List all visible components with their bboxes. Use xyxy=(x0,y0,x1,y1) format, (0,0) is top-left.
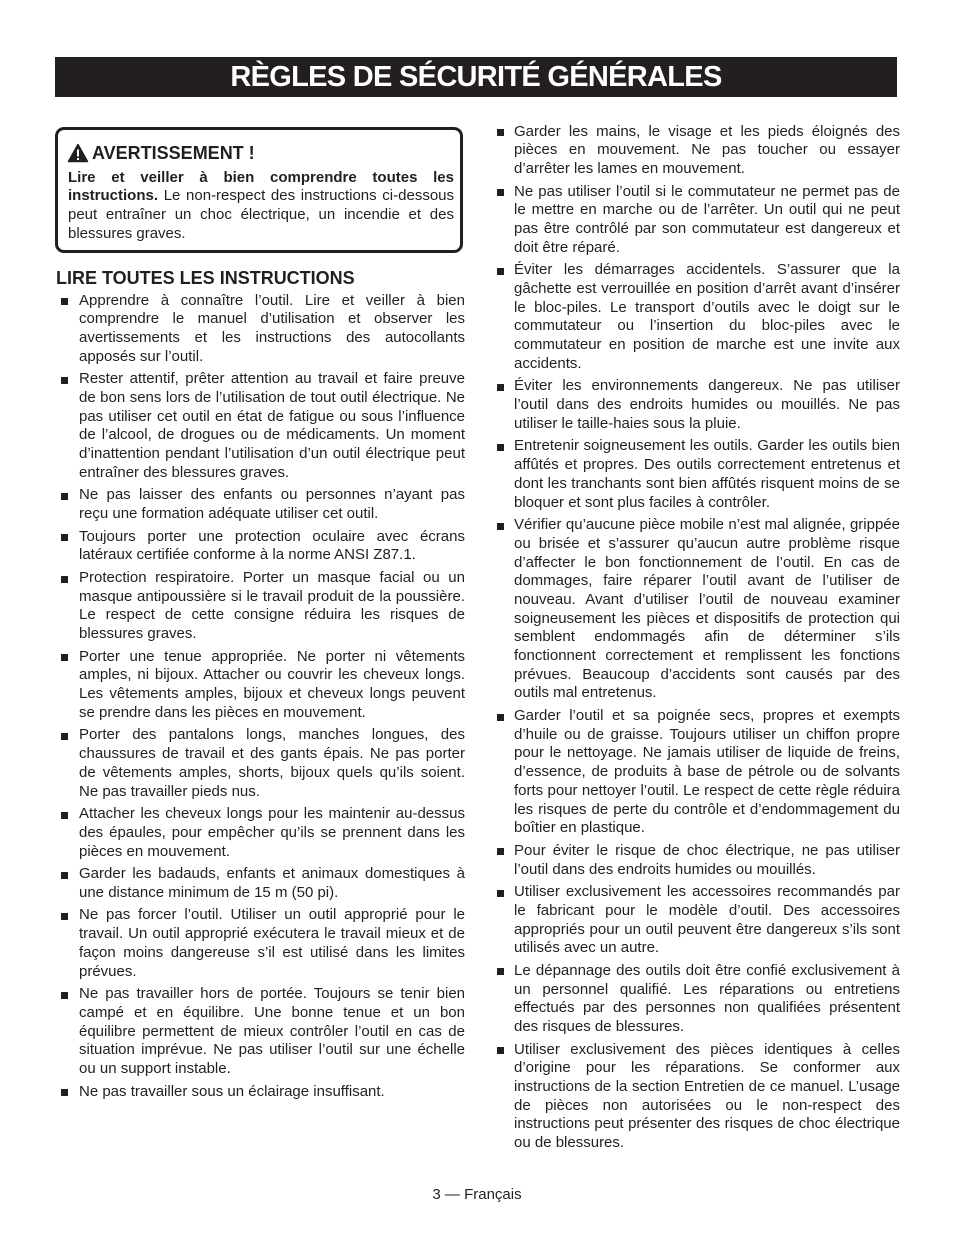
square-bullet-icon xyxy=(61,654,68,661)
warning-text xyxy=(68,169,454,244)
list-item-text: Entretenir soigneusement les outils. Garder les outils bien affûtés et propres. Des outils correctement entretenus et dont les tranchants sont bien affûtés risquent moins de se bloquer et sont plus faciles à contrôler. xyxy=(514,437,900,511)
list-item-text: Rester attentif, prêter attention au travail et faire preuve de bon sens lors de l’utilisation de tout outil électrique. Ne pas utiliser cet outil en état de fatigue ou sous l’influence de l’alcool, de drogues ou de médicaments. Un moment d’inattention pendant l’utilisation d’un outil électrique peut entraîner des blessures graves. xyxy=(79,370,465,481)
list-item xyxy=(55,648,465,723)
list-item-text: Vérifier qu’aucune pièce mobile n’est mal alignée, grippée ou brisée et s’assurer qu’aucun autre problème risque d’affecter le bon fonctionnement de l’outil. En cas de dommages, faire réparer l’outil avant de l’utiliser de nouveau. Avant d’utiliser l’outil de nouveau examiner soigneusement les pièces et dispositifs de protection qui semblent endommagés afin de déterminer s’ils fonctionnent correctement et remplissent les fonctions prévues. Beaucoup d’accidents sont causés par des outils mal entretenus. xyxy=(514,516,900,702)
list-item-text: Éviter les démarrages accidentels. S’assurer que la gâchette est verrouillée en position d’arrêt avant d’insérer le bloc-piles. Le transport d’outils avec le doigt sur le commutateur ou l’insertion du bloc-piles avec le commutateur en position de marche est une invite aux accidents. xyxy=(514,261,900,372)
list-item xyxy=(55,985,465,1079)
list-item xyxy=(490,707,900,838)
list-item xyxy=(55,528,465,565)
list-item xyxy=(55,906,465,981)
list-item xyxy=(490,123,900,179)
square-bullet-icon xyxy=(497,848,504,855)
list-item-text: Ne pas travailler hors de portée. Toujours se tenir bien campé et en équilibre. Une bonne tenue et un bon équilibre permettent de mieux contrôler l’outil en cas de situation imprévue. Ne pas utiliser l’outil sur une échelle ou un support instable. xyxy=(79,985,465,1077)
list-item xyxy=(490,962,900,1037)
list-item xyxy=(55,569,465,644)
warning-header xyxy=(67,142,255,164)
square-bullet-icon xyxy=(497,1047,504,1054)
list-item xyxy=(490,1041,900,1153)
square-bullet-icon xyxy=(61,913,68,920)
list-item xyxy=(55,726,465,801)
square-bullet-icon xyxy=(61,534,68,541)
square-bullet-icon xyxy=(497,968,504,975)
square-bullet-icon xyxy=(61,493,68,500)
list-item-text: Apprendre à connaître l’outil. Lire et veiller à bien comprendre le manuel d’utilisation et observer les avertissements et les instructions des autocollants apposés sur l’outil. xyxy=(79,291,465,365)
square-bullet-icon xyxy=(61,576,68,583)
list-item-text: Le dépannage des outils doit être confié exclusivement à un personnel qualifié. Les réparations ou entretiens effectués par des personnes non qualifiées présentent des risques de blessures. xyxy=(514,961,900,1035)
list-item xyxy=(55,370,465,482)
list-item xyxy=(490,261,900,373)
warning-heading: AVERTISSEMENT ! xyxy=(92,143,255,163)
page-footer: 3 — Français xyxy=(432,1186,522,1203)
list-item-text: Garder les mains, le visage et les pieds éloignés des pièces en mouvement. Ne pas toucher ou essayer d’arrêter les lames en mouvement. xyxy=(514,122,900,177)
list-item xyxy=(490,516,900,703)
list-item xyxy=(55,1083,465,1102)
list-item-text: Garder l’outil et sa poignée secs, propres et exempts d’huile ou de graisse. Toujours utiliser un chiffon propre pour le nettoyage. Ne jamais utiliser de liquide de freins, d’essence, de produits à base de pétrole ou de solvants forts pour nettoyer l’outil. Le respect de cette règle réduira les risques de perte du contrôle et d’endommagement du boîtier en plastique. xyxy=(514,707,900,837)
warning-icon xyxy=(67,143,89,163)
list-item-text: Éviter les environnements dangereux. Ne pas utiliser l’outil dans des endroits humides ou mouillés. Ne pas utiliser le taille-haies sous la pluie. xyxy=(514,377,900,432)
square-bullet-icon xyxy=(61,872,68,879)
list-item-text: Toujours porter une protection oculaire avec écrans latéraux certifiée conforme à la norme ANSI Z87.1. xyxy=(79,527,465,564)
list-item-text: Protection respiratoire. Porter un masque facial ou un masque antipoussière si le travail produit de la poussière. Le respect de cette consigne réduira les risques de blessures graves. xyxy=(79,569,465,643)
square-bullet-icon xyxy=(497,444,504,451)
list-item-text: Ne pas utiliser l’outil si le commutateur ne permet pas de le mettre en marche ou de l’arrêter. Un outil qui ne peut pas être contrôlé par son commutateur est dangereux et doit être réparé. xyxy=(514,182,900,256)
list-item xyxy=(490,842,900,879)
right-instruction-list xyxy=(490,123,900,1157)
list-item-text: Attacher les cheveux longs pour les maintenir au-dessus des épaules, pour empêcher qu’ils se prennent dans les pièces en mouvement. xyxy=(79,805,465,860)
square-bullet-icon xyxy=(497,890,504,897)
square-bullet-icon xyxy=(497,384,504,391)
list-item-text: Porter des pantalons longs, manches longues, des chaussures de travail et des gants épais. Ne pas porter de vêtements amples, shorts, bijoux quels qu’ils soient. Ne pas travailler pieds nus. xyxy=(79,726,465,800)
square-bullet-icon xyxy=(61,733,68,740)
square-bullet-icon xyxy=(497,523,504,530)
square-bullet-icon xyxy=(61,812,68,819)
list-item xyxy=(55,865,465,902)
left-instruction-list xyxy=(55,292,465,1106)
list-item-text: Garder les badauds, enfants et animaux domestiques à une distance minimum de 15 m (50 pi). xyxy=(79,865,465,901)
page-title-bar xyxy=(55,57,897,97)
square-bullet-icon xyxy=(61,298,68,305)
list-item xyxy=(490,183,900,258)
warning-body: Le non-respect des instructions ci-dessous peut entraîner un choc électrique, un incendie et des blessures graves. xyxy=(68,187,454,242)
list-item xyxy=(490,377,900,433)
list-item-text: Utiliser exclusivement des pièces identiques à celles d’origine pour les réparations. Se conformer aux instructions de la section Entretien de ce manuel. L’usage de pièces non autorisées ou le non-respect des instructions peut présenter des risques de choc électrique ou de blessures. xyxy=(514,1040,900,1152)
list-item-text: Ne pas forcer l’outil. Utiliser un outil approprié pour le travail. Un outil approprié exécutera le travail mieux et de façon moins dangereuse s’il est utilisé dans les limites prévues. xyxy=(79,906,465,980)
square-bullet-icon xyxy=(61,377,68,384)
list-item-text: Utiliser exclusivement les accessoires recommandés par le fabricant pour le modèle d’outil. Des accessoires appropriés pour un outil peuvent être dangereux s’ils sont utilisés avec un autre. xyxy=(514,883,900,957)
list-item xyxy=(55,292,465,367)
section-heading: LIRE TOUTES LES INSTRUCTIONS xyxy=(56,268,355,288)
warning-lead: Lire et veiller à bien comprendre toutes les instructions. xyxy=(68,168,454,205)
list-item-text: Ne pas laisser des enfants ou personnes n’ayant pas reçu une formation adéquate utiliser cet outil. xyxy=(79,486,465,523)
list-item xyxy=(490,883,900,958)
list-item xyxy=(55,486,465,523)
square-bullet-icon xyxy=(61,1089,68,1096)
square-bullet-icon xyxy=(497,189,504,196)
warning-box xyxy=(55,127,463,253)
square-bullet-icon xyxy=(497,714,504,721)
list-item xyxy=(490,437,900,512)
page-title: RÈGLES DE SÉCURITÉ GÉNÉRALES xyxy=(230,61,722,93)
list-item-text: Porter une tenue appropriée. Ne porter ni vêtements amples, ni bijoux. Attacher ou couvrir les cheveux longs. Les vêtements amples, bijoux et cheveux longs peuvent se prendre dans les pièces en mouvement. xyxy=(79,647,465,721)
square-bullet-icon xyxy=(497,129,504,136)
square-bullet-icon xyxy=(497,268,504,275)
list-item-text: Ne pas travailler sous un éclairage insuffisant. xyxy=(79,1082,385,1100)
square-bullet-icon xyxy=(61,992,68,999)
list-item-text: Pour éviter le risque de choc électrique, ne pas utiliser l’outil dans des endroits humides ou mouillés. xyxy=(514,841,900,878)
list-item xyxy=(55,805,465,861)
